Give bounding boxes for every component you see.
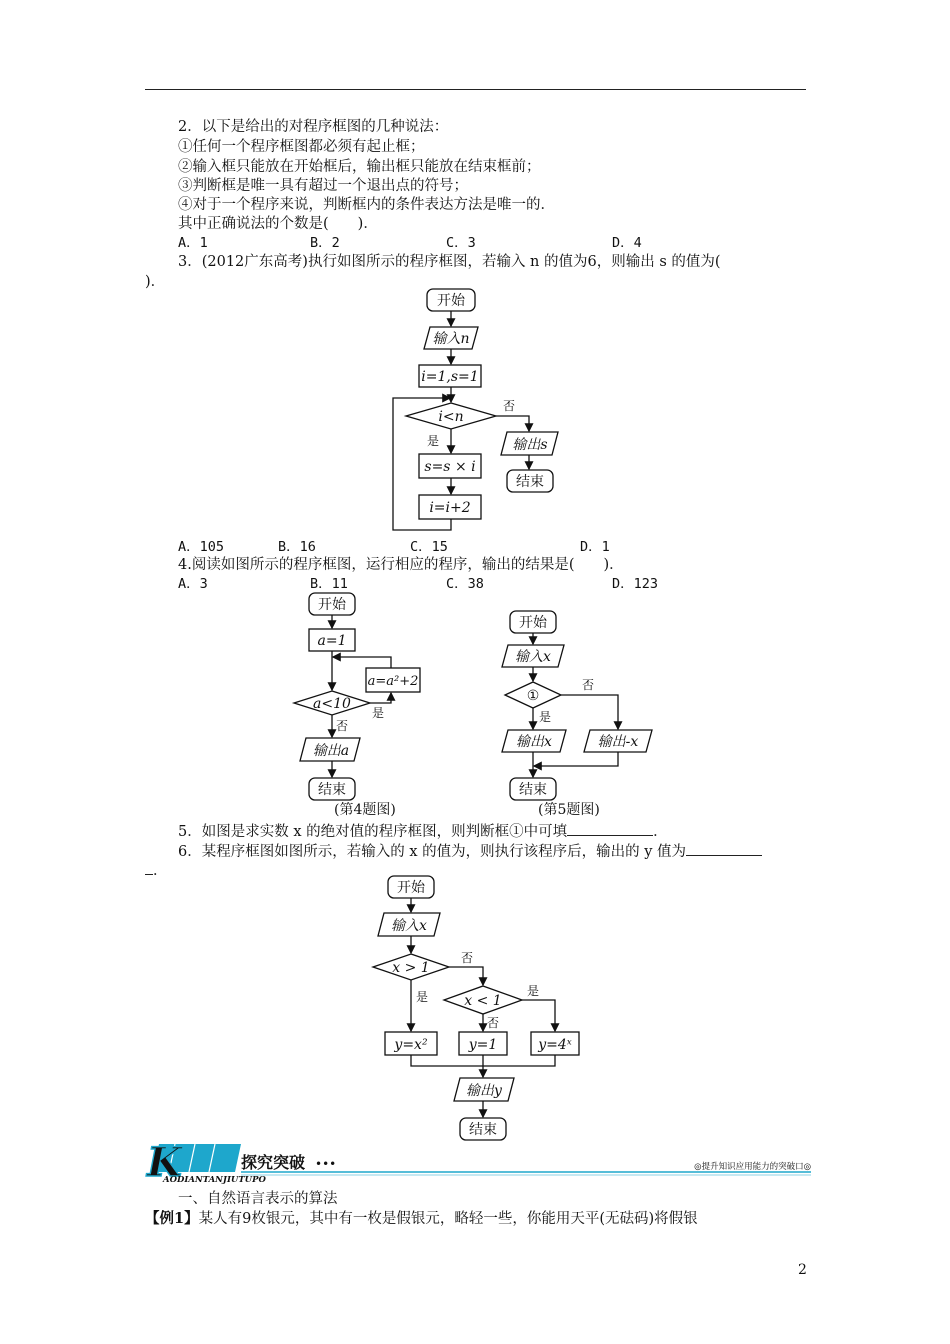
q6-input-text: 输入x — [391, 918, 427, 934]
q5-end-text: 结束 — [519, 782, 547, 798]
q6-stem-end: ． — [153, 863, 168, 879]
q3-option-b: B．16 — [278, 539, 316, 555]
q4-yes-label: 是 — [372, 706, 385, 720]
page-number: 2 — [798, 1262, 807, 1278]
section-heading: 一、自然语言表示的算法 — [178, 1191, 338, 1207]
q4-caption: (第4题图) — [334, 802, 396, 818]
q4-cond-text: a<10 — [313, 696, 351, 712]
banner-logo-letter: K — [147, 1139, 182, 1186]
q6-box3-text: y=4ˣ — [538, 1037, 572, 1053]
section-banner — [145, 1138, 815, 1186]
q3-step1-text: s=s × i — [424, 459, 476, 475]
q6-yes1-label: 是 — [416, 990, 429, 1004]
q3-end-text: 结束 — [516, 474, 544, 490]
q3-stem-line2: )． — [145, 274, 166, 290]
q2-option-a: A．1 — [178, 235, 208, 251]
q6-stem: 6．某程序框图如图所示，若输入的 x 的值为，则执行该程序后，输出的 y 值为 — [178, 844, 687, 860]
q5-out-no-text: 输出-x — [597, 734, 639, 750]
q2-option-c: C．3 — [446, 235, 476, 251]
q2-stem: 2．以下是给出的对程序框图的几种说法： — [178, 119, 449, 135]
q6-no1-label: 否 — [461, 951, 474, 965]
banner-subtitle: AODIANTANJIUTUPO — [163, 1175, 266, 1185]
q6-yes2-label: 是 — [527, 984, 540, 998]
banner-title: 探究突破 — [241, 1153, 306, 1172]
q2-item-2: ②输入框只能放在开始框后，输出框只能放在结束框前； — [178, 159, 541, 175]
q2-option-b: B．2 — [310, 235, 340, 251]
q5-out-yes-text: 输出x — [516, 734, 552, 750]
q4-no-label: 否 — [336, 719, 349, 733]
q6-cond2-text: x < 1 — [464, 993, 502, 1009]
q4-stem: 4.阅读如图所示的程序框图，运行相应的程序，输出的结果是( )． — [178, 557, 624, 573]
q2-question: 其中正确说法的个数是( )． — [178, 216, 378, 232]
q6-box1-text: y=x² — [394, 1037, 428, 1053]
q3-step2-text: i=i+2 — [429, 500, 471, 516]
q4-output-text: 输出a — [312, 743, 350, 759]
example-1-text: 某人有9枚银元，其中有一枚是假银元，略轻一些，你能用天平(无砝码)将假银 — [198, 1211, 698, 1227]
q4-option-a: A．3 — [178, 576, 208, 592]
q5-start-text: 开始 — [519, 615, 547, 631]
q3-cond-text: i<n — [438, 409, 464, 425]
q4-option-b: B．11 — [310, 576, 348, 592]
example-1-label: 【例1】 — [145, 1210, 199, 1227]
q5-stem-end: ． — [653, 824, 668, 840]
q5-cond-text: ① — [526, 688, 540, 704]
q3-input-text: 输入n — [432, 331, 470, 347]
q5-yes-label: 是 — [539, 710, 552, 724]
q5-input-text: 输入x — [515, 649, 551, 665]
q6-start-text: 开始 — [397, 880, 425, 896]
q3-init-text: i=1,s=1 — [421, 369, 479, 385]
q4-start-text: 开始 — [318, 597, 346, 613]
q4-update-text: a=a²+2 — [367, 674, 419, 689]
q5-no-label: 否 — [582, 678, 595, 692]
q2-item-4: ④对于一个程序来说，判断框内的条件表达方法是唯一的． — [178, 197, 555, 213]
banner-dots: ••• — [315, 1157, 337, 1171]
q3-no-label: 否 — [503, 399, 516, 413]
q6-no2-label: 否 — [487, 1016, 500, 1030]
q4-init-text: a=1 — [317, 633, 347, 649]
q3-option-c: C．15 — [410, 539, 448, 555]
q4-option-d: D．123 — [612, 576, 659, 592]
q5-caption: (第5题图) — [538, 802, 600, 818]
q4-end-text: 结束 — [318, 782, 346, 798]
q3-option-d: D．1 — [580, 539, 610, 555]
q3-start-text: 开始 — [437, 293, 465, 309]
q3-output-text: 输出s — [512, 437, 548, 453]
q3-stem-line1: 3．(2012广东高考)执行如图所示的程序框图，若输入 n 的值为6，则输出 s 的值为( — [178, 254, 721, 270]
q6-box2-text: y=1 — [468, 1037, 498, 1053]
banner-slogan: ◎提升知识应用能力的突破口◎ — [694, 1162, 811, 1172]
q2-item-3: ③判断框是唯一具有超过一个退出点的符号； — [178, 178, 468, 194]
example-1-line — [145, 1210, 698, 1228]
q3-yes-label: 是 — [427, 434, 440, 448]
q2-item-1: ①任何一个程序框图都必须有起止框； — [178, 139, 425, 155]
q5-stem: 5．如图是求实数 x 的绝对值的程序框图，则判断框①中可填 — [178, 824, 568, 840]
q2-option-d: D．4 — [612, 235, 642, 251]
q6-cond1-text: x > 1 — [392, 960, 430, 976]
q3-option-a: A．105 — [178, 539, 225, 555]
q6-end-text: 结束 — [469, 1122, 497, 1138]
q6-output-text: 输出y — [466, 1083, 502, 1099]
q4-option-c: C．38 — [446, 576, 484, 592]
